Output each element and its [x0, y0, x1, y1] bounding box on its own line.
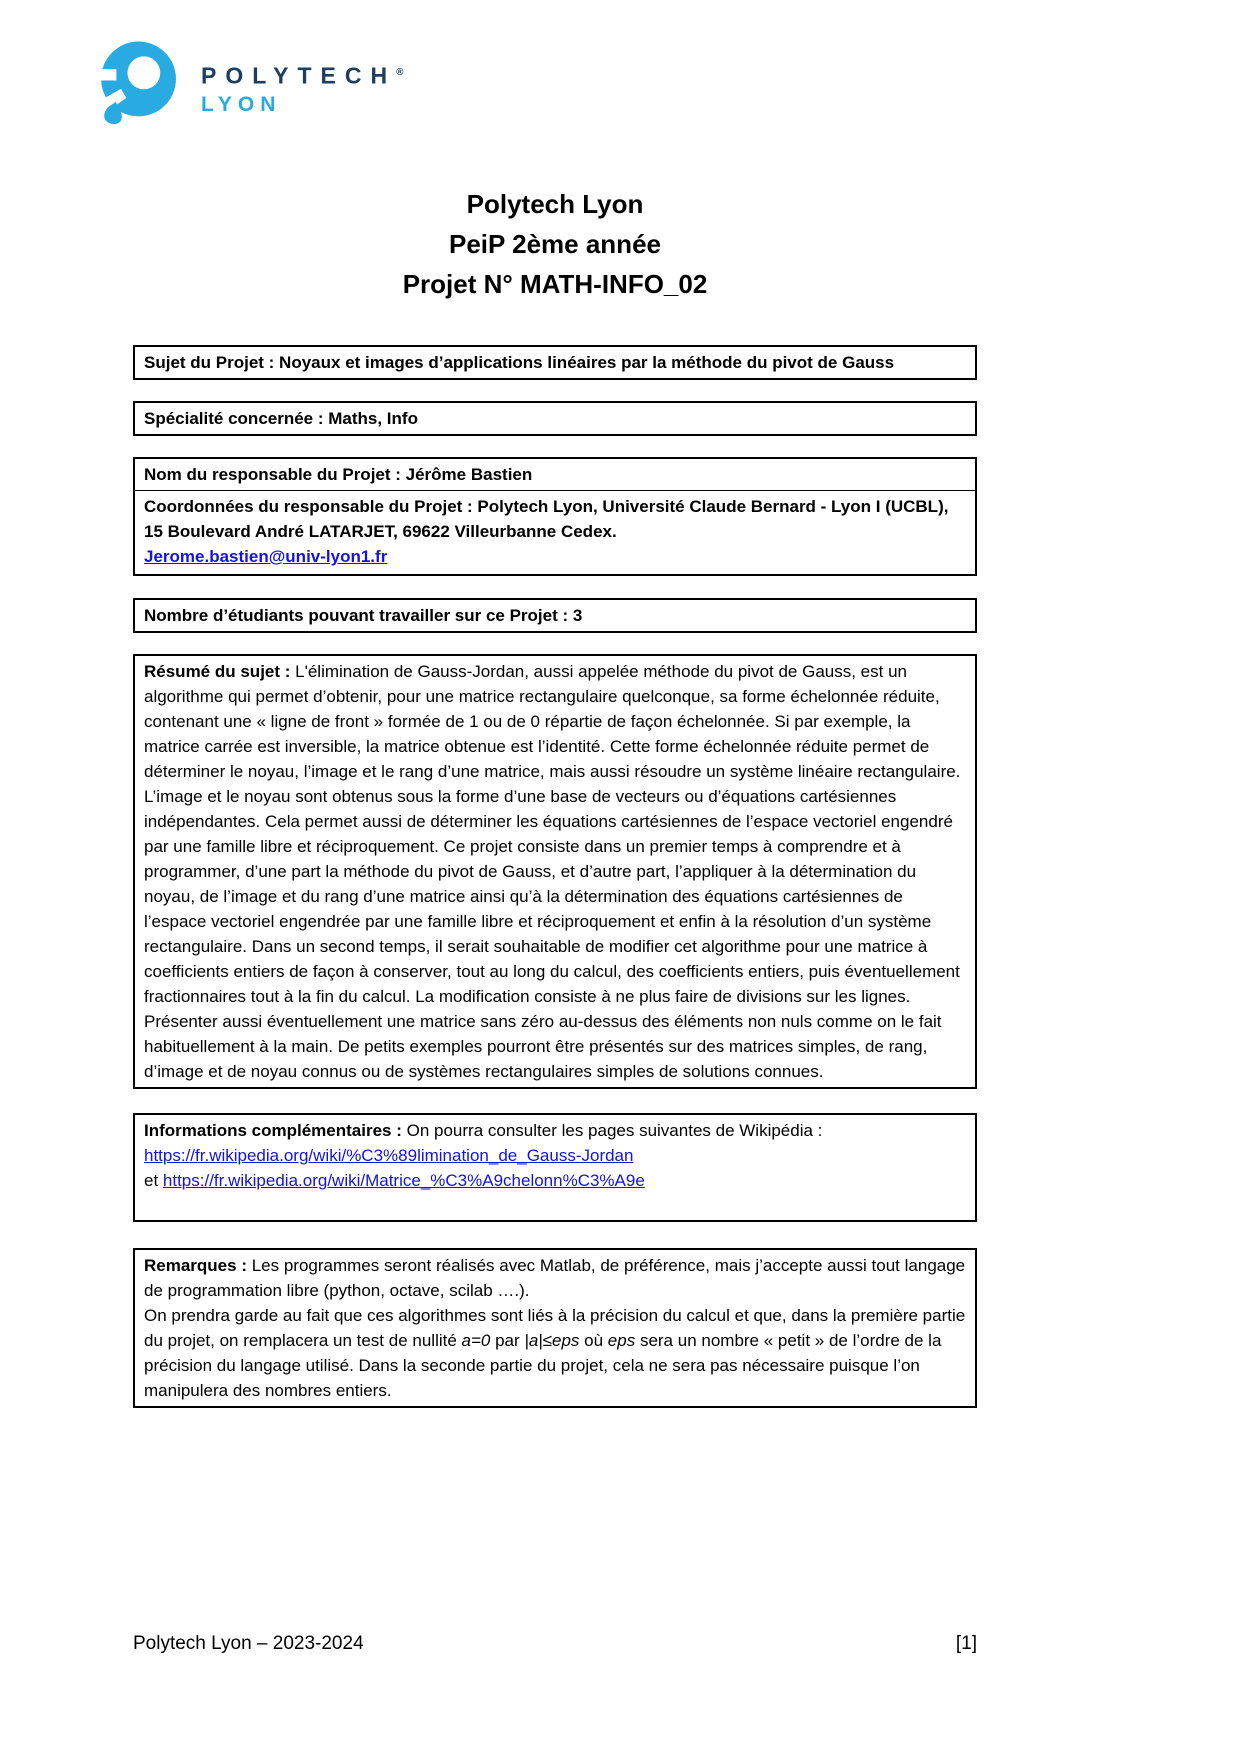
remarks-p2-end: sera un nombre « petit » de l’ordre de la précision du langage utilisé. Dans la seconde partie du projet, cela ne sera pas nécessaire puisque l’on manipulera des nombres entiers.	[144, 1331, 942, 1400]
project-subject-box	[133, 345, 977, 380]
additional-info-intro: On pourra consulter les pages suivantes de Wikipédia :	[401, 1121, 823, 1140]
footer-page-number: [1]	[955, 1633, 977, 1654]
remarks-paragraph-2	[144, 1306, 965, 1400]
link-conjunction-text: et	[144, 1171, 163, 1190]
remarks-paragraph-1: Les programmes seront réalisés avec Matlab, de préférence, mais j’accepte aussi tout langage de programmation libre (python, octave, scilab ….).	[144, 1256, 966, 1300]
remarks-label: Remarques :	[144, 1256, 247, 1275]
summary-label: Résumé du sujet :	[144, 662, 291, 681]
title-line-1: Polytech Lyon	[466, 189, 644, 219]
supervisor-name-row	[135, 459, 975, 491]
additional-info-label: Informations complémentaires :	[144, 1121, 402, 1140]
specialty-box	[133, 401, 977, 436]
footer-school-year: Polytech Lyon – 2023-2024	[133, 1633, 364, 1654]
logo-brand-label: POLYTECH	[201, 62, 397, 89]
additional-info-box	[133, 1113, 977, 1222]
title-line-2: PeiP 2ème année	[449, 229, 661, 259]
logo-city-name: LYON	[201, 92, 282, 116]
supervisor-contact-text: Coordonnées du responsable du Projet : Polytech Lyon, Université Claude Bernard - Lyon I (UCBL), 15 Boulevard André LATARJET, 69622 Villeurbanne Cedex.	[144, 497, 949, 541]
project-subject-text: Sujet du Projet : Noyaux et images d’applications linéaires par la méthode du pivot de Gauss	[144, 353, 895, 372]
registered-mark-icon: ®	[396, 67, 404, 79]
remarks-p2-mid2: où	[579, 1331, 608, 1350]
supervisor-name-text: Nom du responsable du Projet : Jérôme Bastien	[144, 465, 533, 484]
wikipedia-link-gauss-jordan[interactable]: https://fr.wikipedia.org/wiki/%C3%89limination_de_Gauss-Jordan	[144, 1146, 634, 1165]
wikipedia-link-matrice-echelonnee[interactable]: https://fr.wikipedia.org/wiki/Matrice_%C3%A9chelonn%C3%A9e	[162, 1171, 645, 1190]
student-count-text: Nombre d’étudiants pouvant travailler sur ce Projet : 3	[144, 606, 583, 625]
math-expression-abs-a-leq-eps: |a|≤eps	[524, 1331, 580, 1350]
title-line-3: Projet N° MATH-INFO_02	[402, 269, 708, 299]
supervisor-email-link[interactable]: Jerome.bastien@univ-lyon1.fr	[144, 547, 388, 566]
summary-box	[133, 654, 977, 1089]
remarks-box	[133, 1248, 977, 1408]
remarks-p2-mid1: par	[490, 1331, 525, 1350]
math-expression-a-equals-0: a=0	[461, 1331, 491, 1350]
student-count-box	[133, 598, 977, 633]
remarks-p2-text: On prendra garde au fait que ces algorithmes sont liés à la précision du calcul et que, dans la première partie du projet, on remplacera un test de nullité	[144, 1306, 966, 1350]
document-title	[133, 0, 977, 304]
supervisor-box	[133, 457, 977, 576]
document-content	[133, 0, 977, 1408]
specialty-text: Spécialité concernée : Maths, Info	[144, 409, 418, 428]
math-term-eps: eps	[607, 1331, 636, 1350]
page-footer	[133, 1631, 977, 1657]
supervisor-contact-row	[135, 491, 975, 574]
summary-text: L'élimination de Gauss-Jordan, aussi appelée méthode du pivot de Gauss, est un algorithme qui permet d’obtenir, pour une matrice rectangulaire quelconque, sa forme échelonnée réduite, contenant une « ligne de front » formée de 1 ou de 0 répartie de façon échelonnée. Si par exemple, la matrice carrée est inversible, la matrice obtenue est l’identité. Cette forme échelonnée réduite permet de déterminer le noyau, l’image et le rang d’une matrice, mais aussi résoudre un système linéaire rectangulaire. L’image et le noyau sont obtenus sous la forme d’une base de vecteurs ou d’équations cartésiennes indépendantes. Cela permet aussi de déterminer les équations cartésiennes de l’espace vectoriel engendré par une famille libre et réciproquement. Ce projet consiste dans un premier temps à comprendre et à programmer, d’une part la méthode du pivot de Gauss, et d’autre part, l’appliquer à la détermination du noyau, de l’image et du rang d’une matrice ainsi qu’à la détermination des équations cartésiennes de l’espace vectoriel engendrée par une famille libre et réciproquement et enfin à la résolution d’un système rectangulaire. Dans un second temps, il serait souhaitable de modifier cet algorithme pour une matrice à coefficients entiers de façon à conserver, tout au long du calcul, des coefficients entiers, puis éventuellement fractionnaires tout à la fin du calcul. La modification consiste à ne plus faire de divisions sur les lignes. Présenter aussi éventuellement une matrice sans zéro au-dessus des éléments non nuls comme on le fait habituellement à la main. De petits exemples pourront être présentés sur des matrices simples, de rang, d’image et de noyau connus ou de systèmes rectangulaires simples de solutions connues.	[144, 662, 961, 1081]
